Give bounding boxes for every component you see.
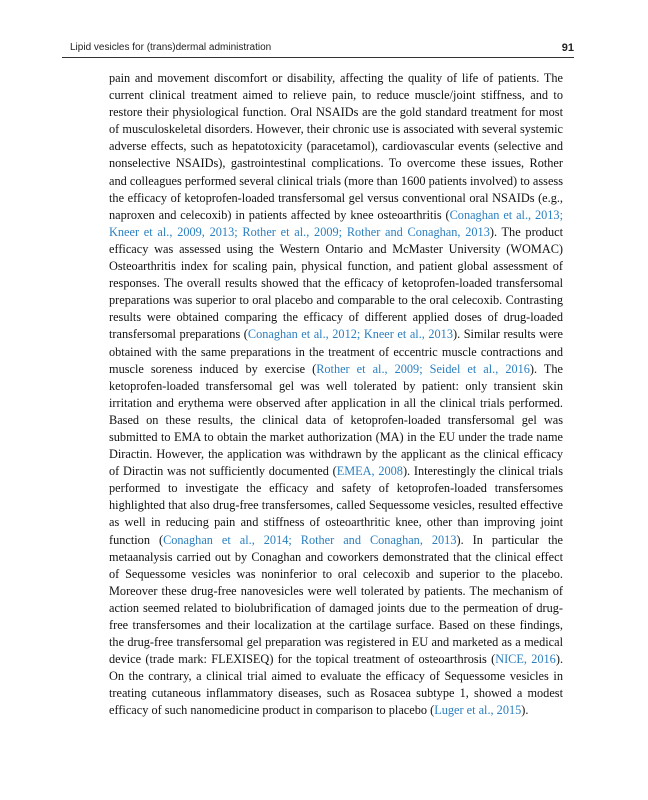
page-number: 91 <box>561 42 574 54</box>
citation-link[interactable]: EMEA, 2008 <box>336 464 403 479</box>
header-rule <box>62 57 574 58</box>
citation-link[interactable]: Conaghan et al., 2013; Kneer et al., 2009, 2013; Rother et al., 2009; Rother and Conaghan, 2013 <box>109 207 563 239</box>
text-run: ). Similar results were obtained with the same preparations in the treatment of eccentric muscle contractions and muscle soreness induced by exercise ( <box>109 327 563 376</box>
text-run: ). The ketoprofen-loaded transfersomal gel was well tolerated by patient: only transient skin irritation and erythema were observed after application in all the clinical trials performed. Based on these results, the clinical data of ketoprofen-loaded transfersomal gel was submitted to EMA to obtain the market authorization (MA) in the EU under the trade name Diractin. However, the application was withdrawn by the applicant as the clinical efficacy of Diractin was not sufficiently documented ( <box>109 361 564 479</box>
text-run: ). On the contrary, a clinical trial aimed to evaluate the efficacy of Sequessome vesicles in treating cutaneous inflammatory diseases, such as Rosacea subtype 1, showed a modest efficacy of such nanomedicine product in comparison to placebo ( <box>109 652 564 718</box>
citation-link[interactable]: NICE, 2016 <box>495 652 556 667</box>
body-text <box>109 70 563 720</box>
running-header <box>70 42 574 56</box>
text-run: pain and movement discomfort or disability, affecting the quality of life of patients. The current clinical treatment aimed to relieve pain, to reduce muscle/joint stiffness, and to restore their physiological function. Oral NSAIDs are the gold standard treatment for most of musculoskeletal disorders. However, their chronic use is associated with several systemic adverse effects, such as hepatotoxicity (paracetamol), cardiovascular events (selective and nonselective NSAIDs), gastrointestinal complications. To overcome these issues, Rother and colleagues performed several clinical trials (more than 1600 patients involved) to assess the efficacy of ketoprofen-loaded transfersomal gel versus conventional oral NSAIDs (e.g., naproxen and celecoxib) in patients affected by knee osteoarthritis ( <box>109 71 563 222</box>
citation-link[interactable]: Conaghan et al., 2014; Rother and Conaghan, 2013 <box>163 532 457 547</box>
citation-link[interactable]: Rother et al., 2009; Seidel et al., 2016 <box>316 361 530 376</box>
paragraph <box>109 70 563 720</box>
text-run: ). <box>521 703 529 718</box>
running-title: Lipid vesicles for (trans)dermal administration <box>70 42 272 53</box>
citation-link[interactable]: Luger et al., 2015 <box>434 703 522 718</box>
text-run: ). The product efficacy was assessed using the Western Ontario and McMaster University (WOMAC) Osteoarthritis index for scaling pain, physical function, and patient global assessment of responses. The overall results showed that the efficacy of ketoprofen-loaded transfersomal preparations was superior to oral placebo and comparable to the oral celecoxib. Contrasting results were obtained comparing the efficacy of different applied doses of drug-loaded transfersomal preparations ( <box>109 224 563 342</box>
text-run: ). In particular the metaanalysis carried out by Conaghan and coworkers demonstrated that the clinical effect of Sequessome vesicles was noninferior to oral celecoxib and superior to the placebo. Moreover these drug-free nanovesicles were well tolerated by patients. The mechanism of action seemed related to biolubrification of damaged joints due to the permeation of drug-free transfersomes and their localization at the cartilage surface. Based on these findings, the drug-free transfersomal gel preparation was registered in EU and marketed as a medical device (trade mark: FLEXISEQ) for the topical treatment of osteoarthrosis ( <box>109 532 563 667</box>
text-run: ). Interestingly the clinical trials performed to investigate the efficacy and safety of ketoprofen-loaded transfersomes highlighted that also drug-free transfersomes, called Sequessome vesicles, resulted effective as well in reducing pain and stiffness of osteoarthritic knee, other than improving joint function ( <box>109 464 563 547</box>
citation-link[interactable]: Conaghan et al., 2012; Kneer et al., 2013 <box>247 327 453 342</box>
